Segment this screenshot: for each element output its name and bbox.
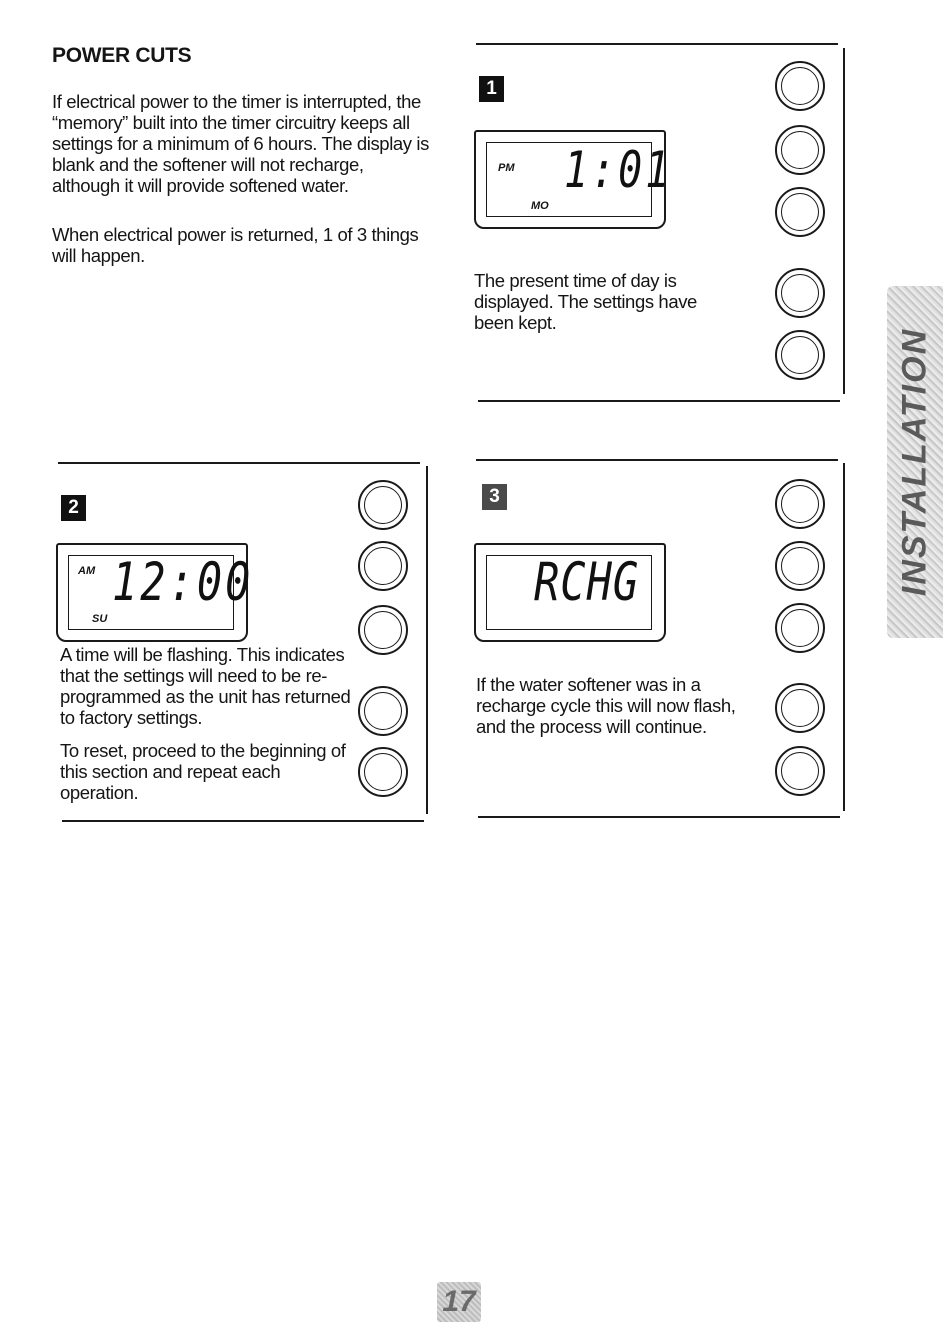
control-button: [775, 683, 825, 733]
control-button: [775, 187, 825, 237]
panel-3-bottom-rule: [478, 816, 840, 818]
control-button: [775, 603, 825, 653]
panel-1-bottom-rule: [478, 400, 840, 402]
section-heading: POWER CUTS: [52, 44, 192, 67]
control-button: [358, 747, 408, 797]
step-badge-2: 2: [61, 495, 86, 521]
intro-paragraph: If electrical power to the timer is interrupted, the “memory” built into the timer circuitry keeps all settings for a minimum of 6 hours. The display is blank and the softener will not recharge, although it will provide softened water.: [52, 91, 429, 196]
display-time: 12:00: [112, 551, 254, 613]
control-button: [775, 268, 825, 318]
control-button: [775, 541, 825, 591]
panel-2-bottom-rule: [62, 820, 424, 822]
control-button: [358, 480, 408, 530]
panel-3-top-rule: [476, 459, 838, 461]
panel-1-text: The present time of day is displayed. The settings have been kept.: [474, 270, 697, 333]
outcomes-intro-paragraph: When electrical power is returned, 1 of 3 things will happen.: [52, 224, 419, 266]
panel-3-right-edge: [843, 463, 845, 811]
control-button: [358, 605, 408, 655]
control-button: [775, 330, 825, 380]
panel-1-top-rule: [476, 43, 838, 45]
panel-1-right-edge: [843, 48, 845, 394]
page-number-badge: [437, 1282, 481, 1322]
side-tab-label: INSTALLATION: [895, 327, 934, 597]
control-button: [358, 686, 408, 736]
period-indicator: AM: [78, 565, 96, 577]
day-indicator: SU: [92, 613, 108, 625]
control-button: [775, 61, 825, 111]
side-tab: [887, 286, 943, 638]
timer-display-3: [474, 543, 666, 642]
step-badge-1: 1: [479, 76, 504, 102]
panel-2-reset-text: To reset, proceed to the beginning of this section and repeat each operation.: [60, 740, 346, 803]
panel-2-text: A time will be flashing. This indicates that the settings will need to be re-programmed as the unit has returned to factory settings.: [60, 644, 351, 728]
control-button: [775, 125, 825, 175]
control-button: [775, 479, 825, 529]
step-badge-3: 3: [482, 484, 507, 510]
day-indicator: MO: [531, 200, 549, 212]
timer-display-1: [474, 130, 673, 229]
period-indicator: PM: [498, 162, 515, 174]
control-button: [775, 746, 825, 796]
display-recharge: RCHG: [534, 551, 640, 613]
display-time: 1:01: [564, 142, 673, 200]
panel-2-right-edge: [426, 466, 428, 814]
control-button: [358, 541, 408, 591]
panel-3-text: If the water softener was in a recharge cycle this will now flash, and the process will continue.: [476, 674, 736, 737]
page-number: 17: [442, 1285, 476, 1318]
panel-2-top-rule: [58, 462, 420, 464]
timer-display-2: [56, 543, 254, 642]
